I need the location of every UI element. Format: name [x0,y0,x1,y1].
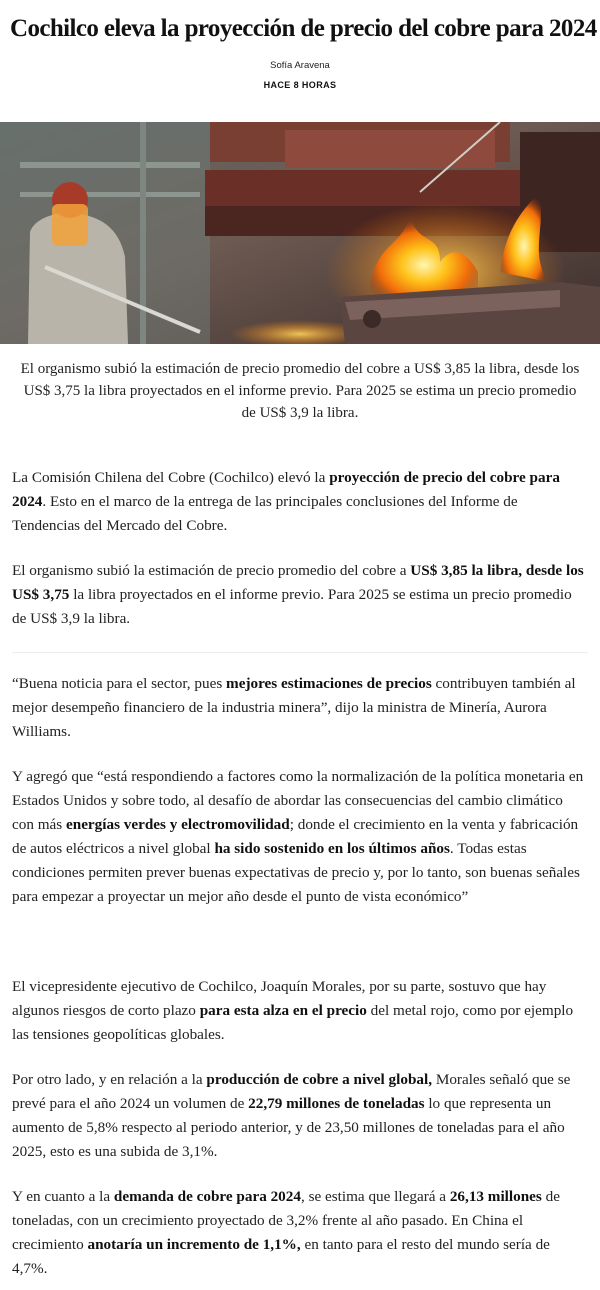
text-run: la libra proyectados en el informe previo. Para 2025 se estima un precio promedio de US$ 3,9 la libra. [12,586,572,627]
text-run: Y agregó que “está respondiendo a factores como la normalización de la política monetaria en Estados Unidos y sobre todo, al desafío de abordar las consecuencias del cambio climático con más [12,768,584,833]
section-divider [12,652,588,653]
bold-text: 22,79 millones de toneladas [248,1095,425,1112]
paragraph [12,466,588,538]
text-run: La Comisión Chilena del Cobre (Cochilco) elevó la [12,469,330,486]
text-run: , se estima que llegará a [300,1188,450,1205]
author-name[interactable]: Sofía Aravena [270,60,330,71]
bold-text: energías verdes y electromovilidad [66,816,290,833]
text-run: de toneladas, con un crecimiento proyectado de 3,2% frente al año pasado. En China el crecimiento [12,1188,560,1253]
paragraph [12,1185,588,1281]
paragraph [12,765,588,909]
text-run: . Esto en el marco de la entrega de las principales conclusiones del Informe de Tendencias del Mercado del Cobre. [12,493,518,534]
text-run: del metal rojo, como por ejemplo las tensiones geopolíticas globales. [12,1002,574,1043]
paragraph [12,975,588,1047]
text-run: Y en cuanto a la [12,1188,114,1205]
bold-text: US$ 3,85 la libra, desde los US$ 3,75 [12,562,584,603]
text-run: El vicepresidente ejecutivo de Cochilco, Joaquín Morales, por su parte, sostuvo que hay algunos riesgos de corto plazo [12,978,547,1019]
bold-text: para esta alza en el precio [199,1002,367,1019]
article-title: Cochilco eleva la proyección de precio del cobre para 2024 [10,15,597,42]
bold-text: mejores estimaciones de precios [226,675,432,692]
text-run: en tanto para el resto del mundo sería de 4,7%. [12,1236,550,1277]
text-run: contribuyen también al mejor desempeño financiero de la industria minera”, dijo la ministra de Minería, Aurora Williams. [12,675,576,740]
bold-text: 26,13 millones [449,1188,542,1205]
text-run: ; donde el crecimiento en la venta y fabricación de autos eléctricos a nivel global [12,816,579,857]
paragraph [12,559,588,631]
bold-text: demanda de cobre para 2024 [113,1188,301,1205]
bold-text: ha sido sostenido en los últimos años [214,840,450,857]
paragraph [12,672,588,744]
text-run: . Todas estas condiciones permiten prever buenas expectativas de precio y, por lo tanto, son buenas señales para empezar a proyectar un mejor año desde el punto de vista económico” [12,840,580,905]
hero-image [0,122,600,344]
text-run: “Buena noticia para el sector, pues [12,675,227,692]
bold-text: anotaría un incremento de 1,1%, [87,1236,301,1253]
bold-text: producción de cobre a nivel global, [206,1071,433,1088]
text-run: El organismo subió la estimación de precio promedio del cobre a [12,562,411,579]
article-body [12,466,588,1281]
paragraph [12,1068,588,1164]
text-run: Por otro lado, y en relación a la [12,1071,207,1088]
text-run: Morales señaló que se prevé para el año 2024 un volumen de [12,1071,571,1112]
article-lead: El organismo subió la estimación de precio promedio del cobre a US$ 3,85 la libra, desde los US$ 3,75 la libra proyectados en el informe previo. Para 2025 se estima un precio promedio de US$ 3,9 la libra. [20,361,580,421]
text-run: lo que representa un aumento de 5,8% respecto al periodo anterior, y de 23,50 millones de toneladas para el año 2025, esto es una subida de 3,1%. [12,1095,565,1160]
bold-text: proyección de precio del cobre para 2024 [12,469,560,510]
publish-time: HACE 8 HORAS [263,80,337,90]
